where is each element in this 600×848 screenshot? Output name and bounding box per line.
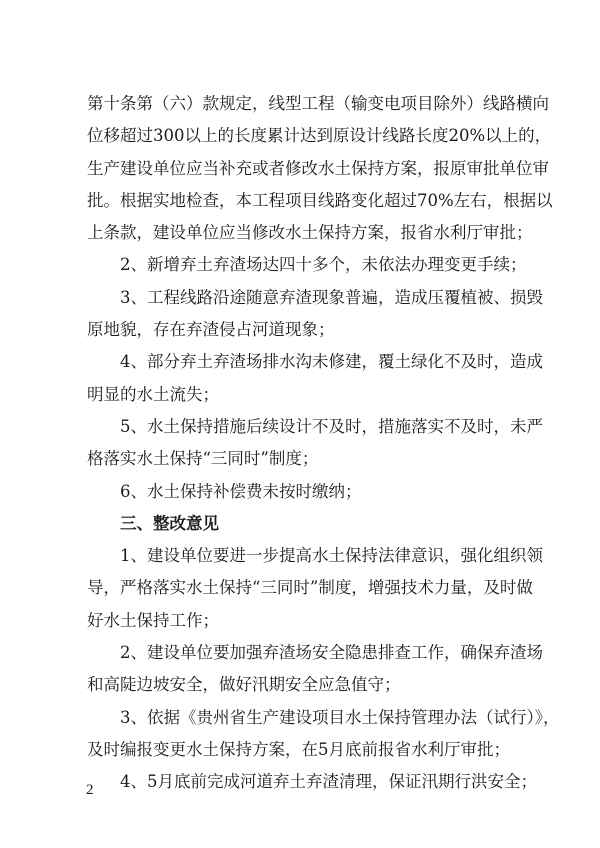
page-number: 2: [86, 782, 94, 798]
text-line: 好水土保持工作；: [87, 610, 219, 630]
text-line: 原地貌，存在弃渣侵占河道现象；: [87, 320, 335, 340]
text-line: 和高陡边坡安全，做好汛期安全应急值守；: [87, 675, 401, 695]
list-item: 5、水土保持措施后续设计不及时，措施落实不及时，未严: [120, 416, 543, 436]
text-line: 上条款，建设单位应当修改水土保持方案，报省水利厅审批；: [87, 223, 533, 243]
document-body: [87, 88, 560, 799]
text-line: 第十条第（六）款规定，线型工程（输变电项目除外）线路横向: [87, 94, 549, 113]
list-item: 2、建设单位要加强弃渣场安全隐患排查工作，确保弃渣场: [120, 643, 543, 663]
text-line: 格落实水土保持“三同时”制度；: [87, 449, 319, 469]
text-line: 位移超过300以上的长度累计达到原设计线路长度20%以上的，: [87, 126, 552, 146]
text-line: 生产建设单位应当补充或者修改水土保持方案，报原审批单位审: [87, 158, 549, 178]
list-item: 3、工程线路沿途随意弃渣现象普遍，造成压覆植被、损毁: [120, 287, 543, 307]
list-item: 4、5月底前完成河道弃土弃渣清理，保证汛期行洪安全；: [120, 772, 537, 792]
text-line: 批。根据实地检查，本工程项目线路变化超过70%左右，根据以: [87, 190, 553, 210]
text-line: 及时编报变更水土保持方案，在5月底前报省水利厅审批；: [87, 739, 510, 759]
section-heading: 三、整改意见: [120, 513, 219, 533]
text-line: 明显的水土流失；: [87, 384, 219, 404]
text-line: 导，严格落实水土保持“三同时”制度，增强技术力量，及时做: [87, 578, 533, 598]
list-item: 6、水土保持补偿费未按时缴纳；: [120, 481, 362, 501]
list-item: 1、建设单位要进一步提高水土保持法律意识，强化组织领: [120, 546, 543, 566]
list-item: 2、新增弃土弃渣场达四十多个，未依法办理变更手续；: [120, 255, 527, 275]
list-item: 3、依据《贵州省生产建设项目水土保持管理办法（试行）》，: [120, 707, 560, 727]
list-item: 4、部分弃土弃渣场排水沟未修建，覆土绿化不及时，造成: [120, 352, 543, 372]
